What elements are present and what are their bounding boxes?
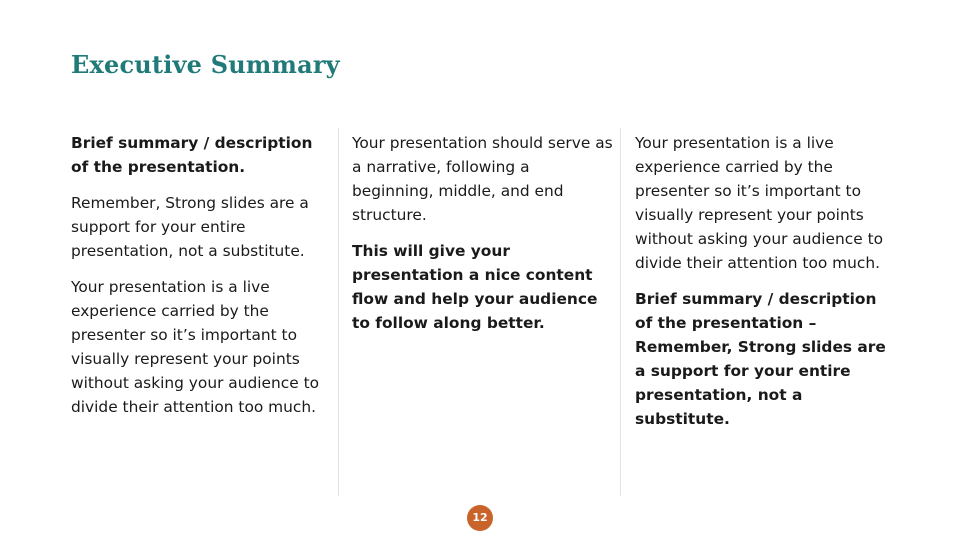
slide-title: Executive Summary <box>71 50 340 79</box>
column-divider-2 <box>620 128 621 496</box>
column-1-paragraph-3: Your presentation is a live experience carried by the presenter so it’s important to visually represent your points without asking your audience to divide their attention too much. <box>71 278 320 416</box>
page-number-badge: 12 <box>467 505 493 531</box>
text-column-1 <box>71 131 333 431</box>
column-1-paragraph-2: Remember, Strong slides are a support for your entire presentation, not a substitute. <box>71 194 309 260</box>
text-column-2 <box>352 131 614 347</box>
text-column-3 <box>635 131 897 443</box>
column-3-paragraph-2: Brief summary / description of the presentation – Remember, Strong slides are a support for your entire presentation, not a substitute. <box>635 290 886 428</box>
column-divider-1 <box>338 128 339 496</box>
column-3-paragraph-1: Your presentation is a live experience carried by the presenter so it’s important to visually represent your points without asking your audience to divide their attention too much. <box>635 134 884 272</box>
column-1-paragraph-1: Brief summary / description of the presentation. <box>71 134 313 176</box>
column-2-paragraph-2: This will give your presentation a nice content flow and help your audience to follow along better. <box>352 242 598 332</box>
column-2-paragraph-1: Your presentation should serve as a narrative, following a beginning, middle, and end structure. <box>352 134 613 224</box>
